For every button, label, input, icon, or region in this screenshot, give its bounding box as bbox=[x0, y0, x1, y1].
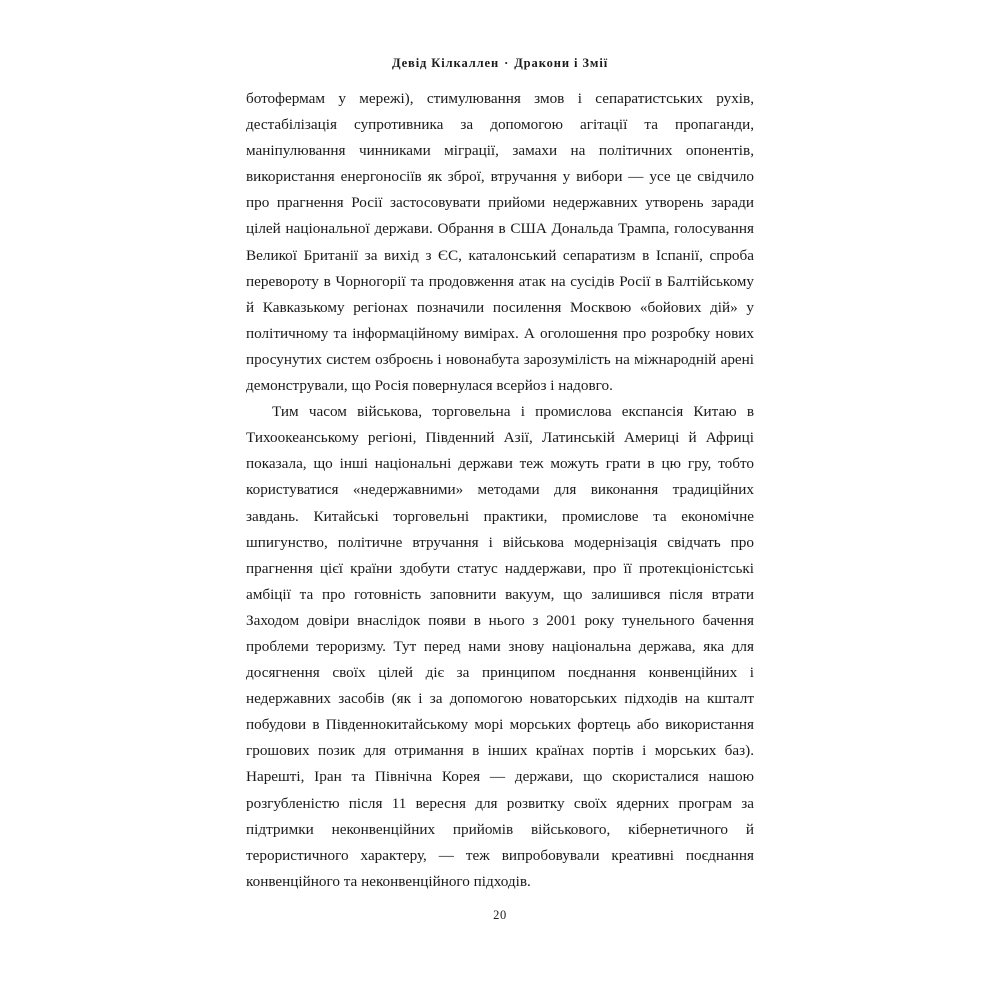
body-text bbox=[246, 86, 754, 895]
running-head bbox=[0, 56, 1000, 71]
paragraph: ботофермам у мережі), стимулювання змов і сепаратистських рухів, дестабілізація супротивника за допомогою агітації та пропаганди, маніпулювання чинниками міграції, замахи на політичних опонентів, використання енергоносіїв як зброї, втручання у вибори — усе це свідчило про прагнення Росії застосовувати прийоми недержавних утворень заради цілей національної держави. Обрання в США Дональда Трампа, голосування Великої Британії за вихід з ЄС, каталонський сепаратизм в Іспанії, спроба перевороту в Чорногорії та продовження атак на сусідів Росії в Балтійському й Кавказькому регіонах позначили посилення Москвою «бойових дій» у політичному та інформаційному вимірах. А оголошення про розробку нових просунутих систем озброєнь і новонабута зарозумілість на міжнародній арені демонстрували, що Росія повернулася всерйоз і надовго. bbox=[246, 90, 754, 395]
running-head-separator: · bbox=[504, 56, 510, 70]
running-head-title: Дракони і Змії bbox=[514, 56, 609, 70]
paragraph: Тим часом військова, торговельна і промислова експансія Китаю в Тихоокеанському регіоні, Південний Азії, Латинській Америці й Африці показала, що інші національні держави теж можуть грати в цю гру, тобто користуватися «недержавними» методами для виконання традиційних завдань. Китайські торговельні практики, промислове та економічне шпигунство, політичне втручання і військова модернізація свідчать про прагнення цієї країни здобути статус наддержави, про її протекціоністські амбіції та про готовність заповнити вакуум, що залишився після втрати Заходом довіри внаслідок появи в нього з 2001 року тунельного бачення проблеми тероризму. Тут перед нами знову національна держава, яка для досягнення своїх цілей діє за принципом поєднання конвенційних і недержавних засобів (як і за допомогою новаторських підходів на кшталт побудови в Південнокитайському морі морських фортець або використання грошових позик для отримання в інших країнах портів і морських баз). Нарешті, Іран та Північна Корея — держави, що скористалися нашою розгубленістю після 11 вересня для розвитку своїх ядерних програм за підтримки неконвенційних прийомів військового, кібернетичного й терористичного характеру, — теж випробовували креативні поєднання конвенційного та неконвенційного підходів. bbox=[246, 403, 754, 890]
running-head-author: Девід Кілкаллен bbox=[391, 56, 500, 70]
page-number: 20 bbox=[493, 908, 507, 922]
